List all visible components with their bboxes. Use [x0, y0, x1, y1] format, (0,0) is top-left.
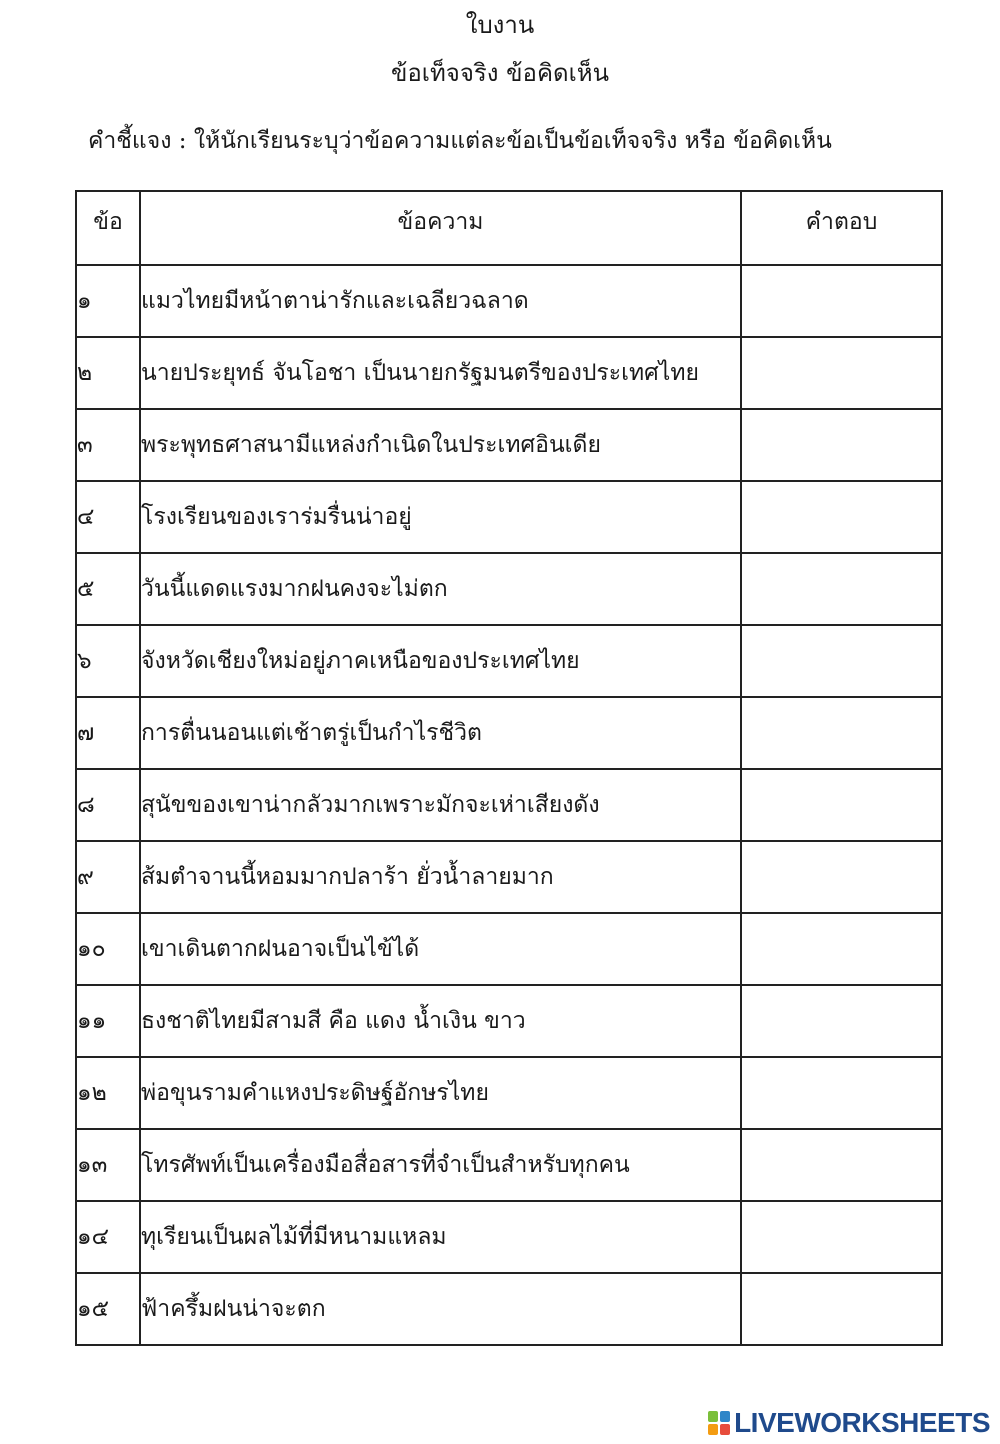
row-statement: นายประยุทธ์ จันโอชา เป็นนายกรัฐมนตรีของประเทศไทย — [140, 337, 741, 409]
table-row — [76, 337, 942, 409]
row-number: ๑๔ — [76, 1201, 140, 1273]
logo-square-green — [708, 1411, 718, 1422]
column-header-statement: ข้อความ — [140, 191, 741, 265]
row-statement: สุนัขของเขาน่ากลัวมากเพราะมักจะเห่าเสียงดัง — [140, 769, 741, 841]
column-header-number: ข้อ — [76, 191, 140, 265]
row-statement: โทรศัพท์เป็นเครื่องมือสื่อสารที่จำเป็นสำหรับทุกคน — [140, 1129, 741, 1201]
row-number: ๕ — [76, 553, 140, 625]
answer-cell[interactable] — [741, 553, 942, 625]
answer-cell[interactable] — [741, 409, 942, 481]
logo-square-red — [720, 1424, 730, 1435]
table-row — [76, 1201, 942, 1273]
row-statement: ฟ้าครึ้มฝนน่าจะตก — [140, 1273, 741, 1345]
row-number: ๙ — [76, 841, 140, 913]
table-row — [76, 265, 942, 337]
answer-cell[interactable] — [741, 985, 942, 1057]
logo-square-blue — [720, 1411, 730, 1422]
row-statement: โรงเรียนของเราร่มรื่นน่าอยู่ — [140, 481, 741, 553]
table-row — [76, 481, 942, 553]
row-number: ๑๑ — [76, 985, 140, 1057]
answer-cell[interactable] — [741, 265, 942, 337]
row-number: ๖ — [76, 625, 140, 697]
answer-cell[interactable] — [741, 337, 942, 409]
answer-cell[interactable] — [741, 1129, 942, 1201]
answer-cell[interactable] — [741, 1057, 942, 1129]
row-number: ๑ — [76, 265, 140, 337]
row-number: ๑๒ — [76, 1057, 140, 1129]
row-number: ๔ — [76, 481, 140, 553]
row-statement: แมวไทยมีหน้าตาน่ารักและเฉลียวฉลาด — [140, 265, 741, 337]
row-statement: การตื่นนอนแต่เช้าตรู่เป็นกำไรชีวิต — [140, 697, 741, 769]
worksheet-table — [75, 190, 943, 1346]
row-number: ๒ — [76, 337, 140, 409]
table-row — [76, 625, 942, 697]
table-row — [76, 697, 942, 769]
table-row — [76, 985, 942, 1057]
answer-cell[interactable] — [741, 481, 942, 553]
liveworksheets-icon — [708, 1411, 730, 1435]
answer-cell[interactable] — [741, 625, 942, 697]
row-number: ๑๓ — [76, 1129, 140, 1201]
liveworksheets-logo — [708, 1408, 990, 1438]
answer-cell[interactable] — [741, 697, 942, 769]
logo-text: LIVEWORKSHEETS — [734, 1407, 990, 1438]
row-number: ๓ — [76, 409, 140, 481]
row-number: ๘ — [76, 769, 140, 841]
row-statement: ส้มตำจานนี้หอมมากปลาร้า ยั่วน้ำลายมาก — [140, 841, 741, 913]
table-row — [76, 769, 942, 841]
row-number: ๑๕ — [76, 1273, 140, 1345]
row-number: ๗ — [76, 697, 140, 769]
table-row — [76, 1273, 942, 1345]
row-number: ๑๐ — [76, 913, 140, 985]
worksheet-subtitle: ข้อเท็จจริง ข้อคิดเห็น — [390, 59, 610, 87]
table-row — [76, 553, 942, 625]
row-statement: พระพุทธศาสนามีแหล่งกำเนิดในประเทศอินเดีย — [140, 409, 741, 481]
table-row — [76, 913, 942, 985]
worksheet-title: ใบงาน — [465, 11, 535, 39]
answer-cell[interactable] — [741, 1273, 942, 1345]
answer-cell[interactable] — [741, 913, 942, 985]
table-row — [76, 841, 942, 913]
table-row — [76, 1129, 942, 1201]
row-statement: ธงชาติไทยมีสามสี คือ แดง น้ำเงิน ขาว — [140, 985, 741, 1057]
row-statement: เขาเดินตากฝนอาจเป็นไข้ได้ — [140, 913, 741, 985]
answer-cell[interactable] — [741, 1201, 942, 1273]
answer-cell[interactable] — [741, 769, 942, 841]
row-statement: ทุเรียนเป็นผลไม้ที่มีหนามแหลม — [140, 1201, 741, 1273]
row-statement: วันนี้แดดแรงมากฝนคงจะไม่ตก — [140, 553, 741, 625]
row-statement: จังหวัดเชียงใหม่อยู่ภาคเหนือของประเทศไทย — [140, 625, 741, 697]
column-header-answer: คำตอบ — [741, 191, 942, 265]
logo-square-orange — [708, 1424, 718, 1435]
row-statement: พ่อขุนรามคำแหงประดิษฐ์อักษรไทย — [140, 1057, 741, 1129]
table-header-row — [76, 191, 942, 265]
table-row — [76, 409, 942, 481]
answer-cell[interactable] — [741, 841, 942, 913]
instructions: คำชี้แจง : ให้นักเรียนระบุว่าข้อความแต่ละข้อเป็นข้อเท็จจริง หรือ ข้อคิดเห็น — [88, 128, 832, 154]
table-row — [76, 1057, 942, 1129]
